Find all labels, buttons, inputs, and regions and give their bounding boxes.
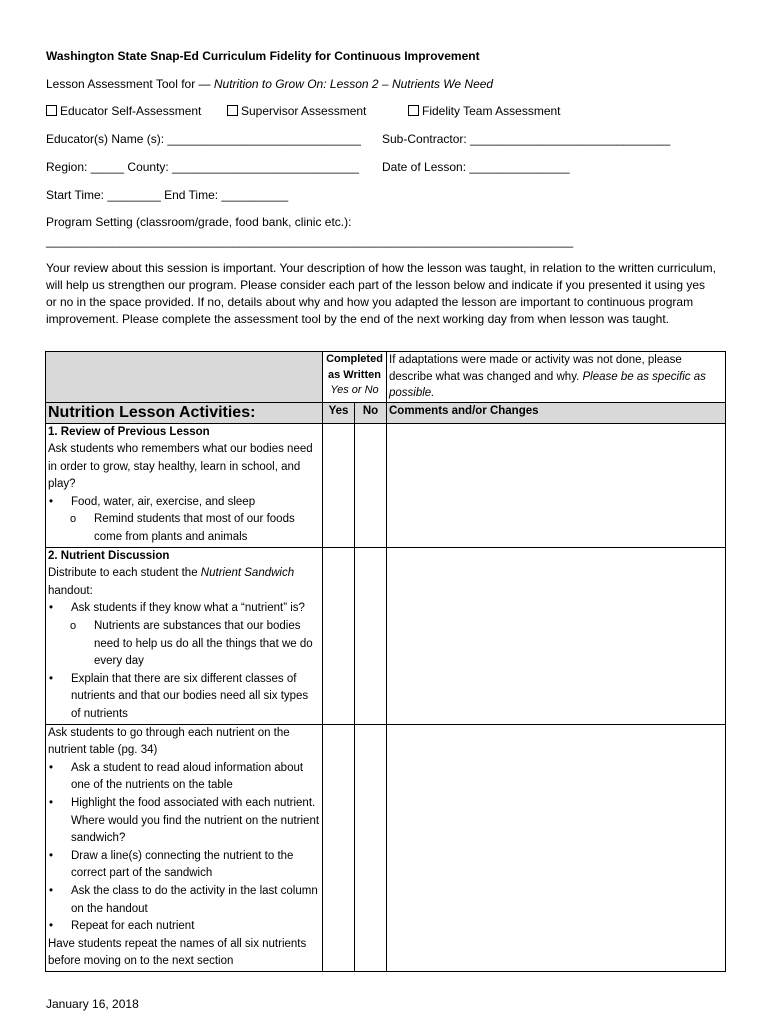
- bullet-item: • Food, water, air, exercise, and sleep: [48, 494, 320, 512]
- no-heading: No: [355, 402, 387, 423]
- bullet-list: [48, 760, 320, 936]
- table-row: [46, 724, 726, 971]
- activity-nutrient-table: [46, 724, 323, 971]
- activity-nutrient-discussion: [46, 547, 323, 724]
- completed-header: [323, 352, 387, 403]
- yes-cell[interactable]: [323, 724, 355, 971]
- bullet-item: • Draw a line(s) connecting the nutrient to the correct part of the sandwich: [48, 848, 320, 883]
- lesson-activities-table: [45, 351, 726, 972]
- bullet-item: • Highlight the food associated with each nutrient. Where would you find the nutrient on the nutrient sandwich?: [48, 795, 320, 848]
- comments-heading: Comments and/or Changes: [387, 402, 726, 423]
- yes-cell[interactable]: [323, 423, 355, 547]
- completed-label: Completed: [326, 353, 383, 365]
- sub-bullet-list: [48, 511, 320, 546]
- checkbox-educator-self[interactable]: [46, 105, 57, 116]
- adaptations-emphasis: Please be as specific as possible.: [389, 370, 706, 399]
- document-title: Washington State Snap-Ed Curriculum Fidelity for Continuous Improvement: [46, 49, 480, 63]
- lesson-name: Nutrition to Grow On: Lesson 2 – Nutrients We Need: [213, 77, 494, 91]
- adaptations-instructions: If adaptations were made or activity was not done, please describe what was changed and why.: [389, 354, 682, 383]
- no-cell[interactable]: [355, 423, 387, 547]
- intro-paragraph: Your review about this session is important. Your description of how the lesson was taught, in relation to the written curriculum, will help us strengthen our program. Please consider each part of the lesson below and indicate if you presented it using yes or no in the space provided. If no, details about why and how you adapted the lesson are important to continuous program improvement. Please complete the assessment tool by the end of the next working day from when lesson was taught.: [46, 261, 716, 326]
- bullet-item: • Ask the class to do the activity in the last column on the handout: [48, 883, 320, 918]
- option-label: Fidelity Team Assessment: [422, 104, 561, 118]
- sub-bullet-item: o Nutrients are substances that our bodies need to help us do all the things that we do every day: [48, 618, 320, 671]
- checkbox-fidelity-team[interactable]: [408, 105, 419, 116]
- region-county-field[interactable]: Region: _____ County: ____________________________: [46, 160, 359, 174]
- as-written-label: as Written: [328, 368, 381, 381]
- section-text: Distribute to each student the Nutrient Sandwich handout:: [48, 567, 295, 597]
- bullet-list: [48, 600, 320, 618]
- adaptations-header: [387, 352, 726, 403]
- bullet-list: [48, 494, 320, 512]
- program-setting-label: Program Setting (classroom/grade, food bank, clinic etc.):: [46, 215, 352, 229]
- subcontractor-field[interactable]: Sub-Contractor: ______________________________: [382, 132, 671, 146]
- bullet-list: [48, 671, 320, 724]
- no-cell[interactable]: [355, 547, 387, 724]
- section-text: Ask students who remembers what our bodies need in order to grow, stay healthy, learn in school, and play?: [48, 443, 313, 491]
- tool-prefix: Lesson Assessment Tool for —: [46, 77, 214, 91]
- no-cell[interactable]: [355, 724, 387, 971]
- option-fidelity-team-assessment[interactable]: [408, 104, 561, 119]
- yes-cell[interactable]: [323, 547, 355, 724]
- footer-date: January 16, 2018: [46, 997, 139, 1011]
- lesson-date-field[interactable]: Date of Lesson: _______________: [382, 160, 570, 174]
- comments-cell[interactable]: [387, 547, 726, 724]
- option-label: Supervisor Assessment: [241, 104, 367, 118]
- comments-cell[interactable]: [387, 724, 726, 971]
- bullet-item: • Ask students if they know what a “nutrient” is?: [48, 600, 320, 618]
- checkbox-supervisor[interactable]: [227, 105, 238, 116]
- section-closing-text: Have students repeat the names of all six nutrients before moving on to the next section: [48, 937, 307, 968]
- column-heading-row: [46, 402, 726, 423]
- bullet-item: • Repeat for each nutrient: [48, 918, 320, 936]
- option-educator-self-assessment[interactable]: [46, 104, 201, 119]
- lesson-tool-line: [46, 77, 493, 92]
- section-title: 1. Review of Previous Lesson: [48, 425, 210, 438]
- program-setting-field[interactable]: _______________________________________________________________________________: [46, 234, 574, 248]
- yes-heading: Yes: [323, 402, 355, 423]
- option-label: Educator Self-Assessment: [60, 104, 202, 118]
- handout-name: Nutrient Sandwich: [200, 567, 295, 580]
- header-spacer: [46, 352, 323, 403]
- table-header-row: [46, 352, 726, 403]
- section-text: Ask students to go through each nutrient on the nutrient table (pg. 34): [48, 726, 290, 757]
- activities-heading: Nutrition Lesson Activities:: [46, 402, 323, 423]
- section-title: 2. Nutrient Discussion: [48, 549, 170, 562]
- time-field[interactable]: Start Time: ________ End Time: __________: [46, 188, 289, 202]
- option-supervisor-assessment[interactable]: [227, 104, 366, 119]
- yes-or-no-hint: Yes or No: [330, 384, 379, 396]
- table-row: [46, 423, 726, 547]
- activity-review-previous-lesson: [46, 423, 323, 547]
- bullet-item: • Explain that there are six different classes of nutrients and that our bodies need all six types of nutrients: [48, 671, 320, 724]
- educator-name-field[interactable]: Educator(s) Name (s): _____________________________: [46, 132, 361, 146]
- sub-bullet-item: o Remind students that most of our foods come from plants and animals: [48, 511, 320, 546]
- bullet-item: • Ask a student to read aloud information about one of the nutrients on the table: [48, 760, 320, 795]
- comments-cell[interactable]: [387, 423, 726, 547]
- table-row: [46, 547, 726, 724]
- sub-bullet-list: [48, 618, 320, 671]
